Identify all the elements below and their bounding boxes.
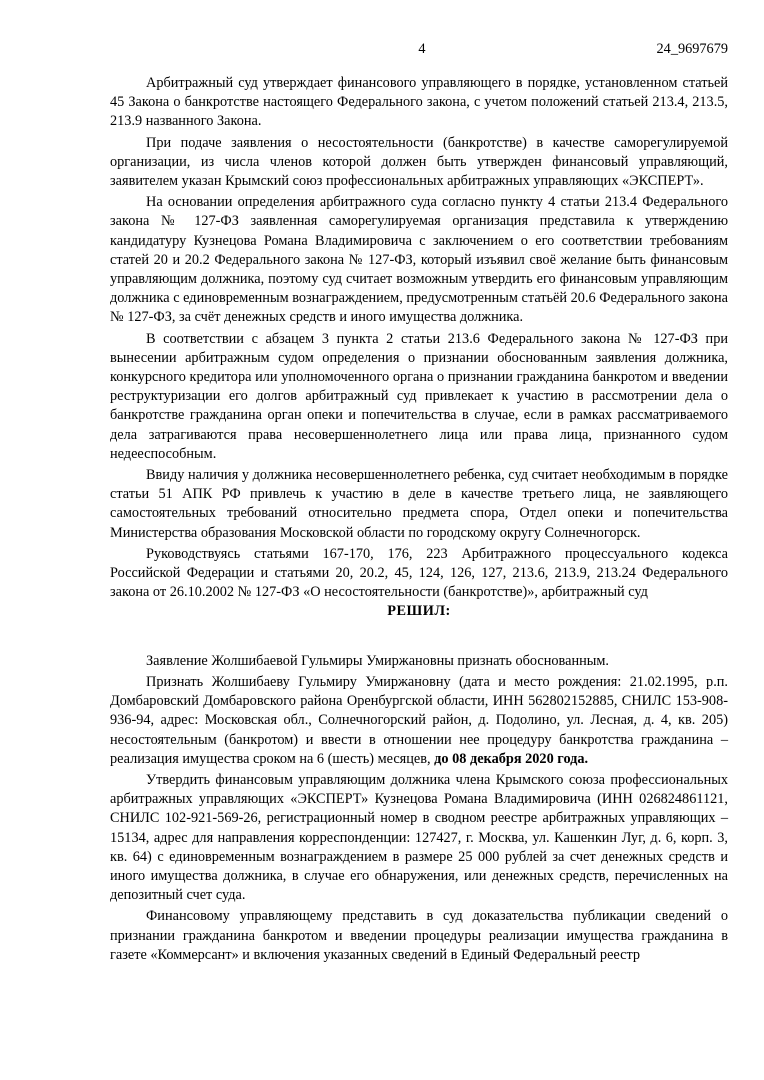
document-id: 24_9697679 <box>656 41 728 57</box>
deadline-date: до 08 декабря 2020 года. <box>434 750 589 767</box>
paragraph: На основании определения арбитражного суда согласно пункту 4 статьи 213.4 Федерального закона № 127-ФЗ заявленная саморегулируемая организация представила к утверждению кандидатуру Кузнецова Романа Владимировича с заключением о его соответствии требованиям статей 20 и 20.2 Федерального закона № 127-ФЗ, который изъявил своё желание быть финансовым управляющим должника, поэтому суд считает возможным утвердить его финансовым управляющим должника с единовременным вознаграждением, предусмотренным статьёй 20.6 Федерального закона № 127-ФЗ, за счёт денежных средств и иного имущества должника. <box>110 194 728 326</box>
decision-paragraph: Заявление Жолшибаевой Гульмиры Умиржановны признать обоснованным. <box>146 652 609 669</box>
decision-text: Признать Жолшибаеву Гульмиру Умиржановну (дата и место рождения: 21.02.1995, р.п. Домбаровский Домбаровского района Оренбургской области, ИНН 562802152885, СНИЛС 153-908-936-94, адрес: Московская обл., Солнечногорский район, д. Подолино, ул. Лесная, д. 4, кв. 205) несостоятельным (банкротом) и ввести в отношении нее процедуру банкротства гражданина – реализация имущества сроком на 6 (шесть) месяцев, <box>110 673 728 767</box>
decision-paragraph <box>110 673 728 769</box>
paragraph: Руководствуясь статьями 167-170, 176, 223 Арбитражного процессуального кодекса Российской Федерации и статьями 20, 20.2, 45, 124, 126, 127, 213.6, 213.9, 213.24 Федерального закона от 26.10.2002 № 127-ФЗ «О несостоятельности (банкротстве)», арбитражный суд <box>110 545 728 601</box>
page-number: 4 <box>418 41 426 57</box>
decision-paragraph: Финансовому управляющему представить в суд доказательства публикации сведений о признании гражданина банкротом и введении процедуры реализации имущества гражданина в газете «Коммерсант» и включения указанных сведений в Единый Федеральный реестр <box>110 908 728 963</box>
decision-paragraph: Утвердить финансовым управляющим должника члена Крымского союза профессиональных арбитражных управляющих «ЭКСПЕРТ» Кузнецова Романа Владимировича (ИНН 026824861121, СНИЛС 102-921-569-26, регистрационный номер в сводном реестре арбитражных управляющих – 15134, адрес для направления корреспонденции: 127427, г. Москва, ул. Кашенкин Луг, д. 6, корп. 3, кв. 64) с единовременным вознаграждением в размере 25 000 рублей за счет денежных средств и иного имущества должника, в случае его обнаружения, или денежных средств, перечисленных на депозитный счет суда. <box>110 771 728 904</box>
paragraph: Ввиду наличия у должника несовершеннолетнего ребенка, суд считает необходимым в порядке статьи 51 АПК РФ привлечь к участию в деле в качестве третьего лица, не заявляющего самостоятельных требований относительно предмета спора, Отдел опеки и попечительства Министерства образования Московской области по городскому округу Солнечногорск. <box>110 467 728 541</box>
document-body <box>110 74 728 965</box>
paragraph: При подаче заявления о несостоятельности (банкротстве) в качестве саморегулируемой организации, из числа членов которой должен быть утвержден финансовый управляющий, заявителем указан Крымский союз профессиональных арбитражных управляющих «ЭКСПЕРТ». <box>110 134 728 190</box>
decision-heading: РЕШИЛ: <box>387 603 451 620</box>
paragraph: В соответствии с абзацем 3 пункта 2 статьи 213.6 Федерального закона № 127-ФЗ при вынесении арбитражным судом определения о признании обоснованным заявления должника, конкурсного кредитора или уполномоченного органа о признании гражданина банкротом и введении реструктуризации его долгов арбитражный суд привлекает к участию в рассмотрении дела о банкротстве гражданина орган опеки и попечительства в случае, если в рамках рассматриваемого дела затрагиваются права несовершеннолетнего лица или права лица, признанного судом недееспособным. <box>110 330 728 462</box>
paragraph: Арбитражный суд утверждает финансового управляющего в порядке, установленном статьей 45 Закона о банкротстве настоящего Федерального закона, с учетом положений статьей 213.4, 213.5, 213.9 названного Закона. <box>110 75 728 130</box>
